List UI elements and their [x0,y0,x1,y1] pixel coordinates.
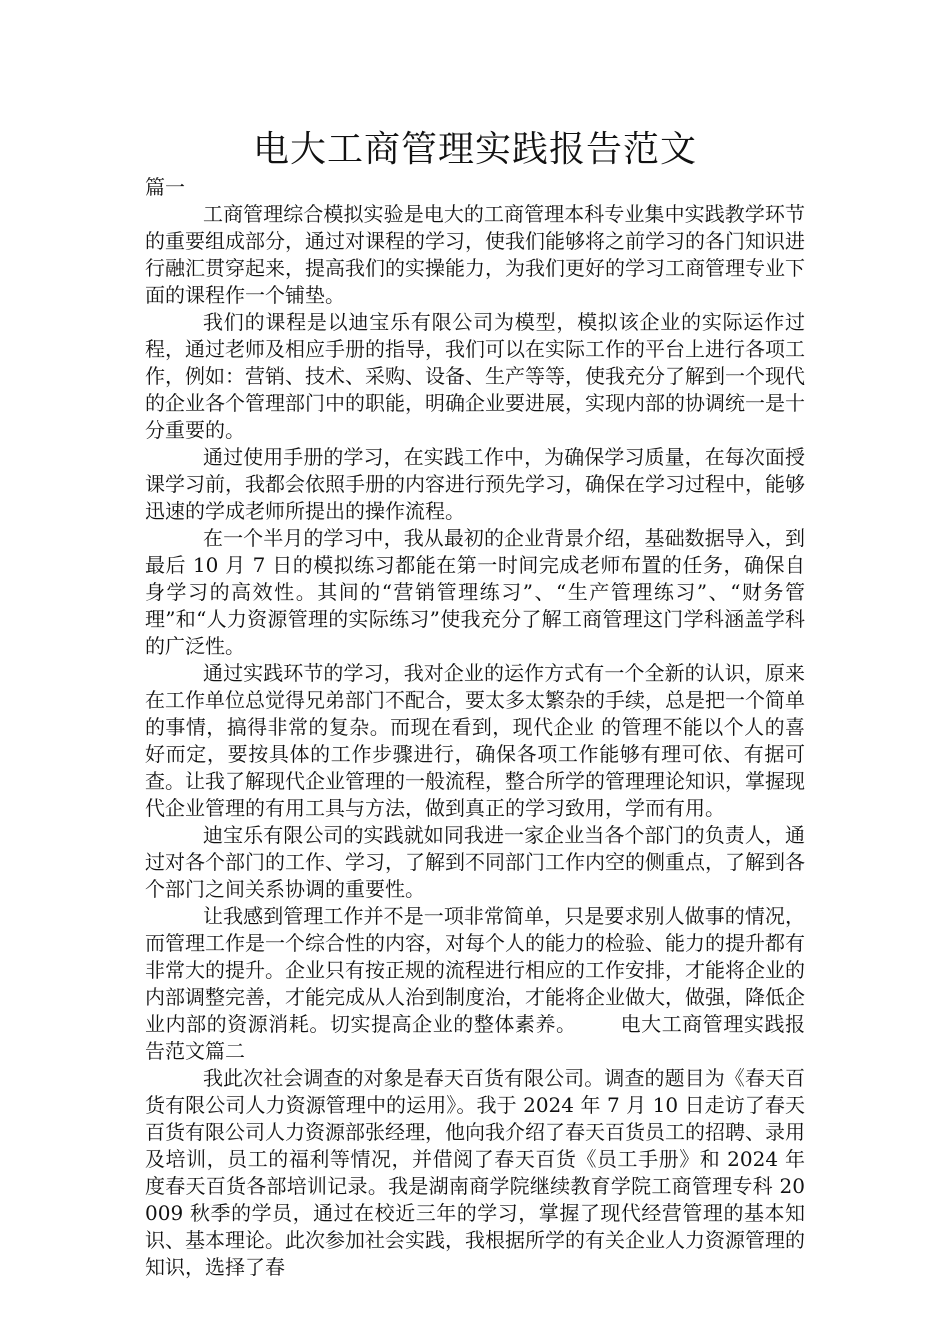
paragraph-1: 工商管理综合模拟实验是电大的工商管理本科专业集中实践教学环节的重要组成部分，通过对课程的学习，使我们能够将之前学习的各门知识进行融汇贯穿起来，提高我们的实操能力，为我们更好的学习工商管理专业下面的课程作一个铺垫。 [145,202,805,307]
paragraph-3: 通过使用手册的学习，在实践工作中，为确保学习质量，在每次面授课学习前，我都会依照手册的内容进行预先学习，确保在学习过程中，能够迅速的学成老师所提出的操作流程。 [145,445,805,523]
paragraph-4: 在一个半月的学习中，我从最初的企业背景介绍，基础数据导入，到最后 10 月 7 日的模拟练习都能在第一时间完成老师布置的任务，确保自身学习的高效性。其间的“营销管理练习”、“生产管理练习”、“财务管理”和“人力资源管理的实际练习”使我充分了解工商管理这门学科涵盖学科的广泛性。 [145,526,805,658]
paragraph-7 [145,903,805,1065]
section-one-label: 篇一 [145,175,185,199]
paragraph-2: 我们的课程是以迪宝乐有限公司为模型，模拟该企业的实际运作过程，通过老师及相应手册的指导，我们可以在实际工作的平台上进行各项工作，例如：营销、技术、采购、设备、生产等等，使我充分了解到一个现代的企业各个管理部门中的职能，明确企业要进展，实现内部的协调统一是十分重要的。 [145,310,805,442]
paragraph-7-text: 让我感到管理工作并不是一项非常简单，只是要求别人做事的情况，而管理工作是一个综合性的内容，对每个人的能力的检验、能力的提升都有非常大的提升。企业只有按正规的流程进行相应的工作安排，才能将企业的内部调整完善，才能完成从人治到制度治，才能将企业做大，做强，降低企业内部的资源消耗。切实提高企业的整体素养。 [145,904,805,1036]
paragraph-5: 通过实践环节的学习，我对企业的运作方式有一个全新的认识，原来在工作单位总觉得兄弟部门不配合，要太多太繁杂的手续，总是把一个简单的事情，搞得非常的复杂。而现在看到，现代企业 的管理不能以个人的喜好而定，要按具体的工作步骤进行，确保各项工作能够有理可依、有据可查。让我了解现代企业管理的一般流程，整合所学的管理理论知识，掌握现代企业管理的有用工具与方法，做到真正的学习致用，学而有用。 [145,661,805,820]
document-page [145,128,805,1281]
section-two-paragraph-1: 我此次社会调查的对象是春天百货有限公司。调查的题目为《春天百货有限公司人力资源管理中的运用》。我于 2024 年 7 月 10 日走访了春天百货有限公司人力资源部张经理，他向我介绍了春天百货员工的招聘、录用及培训，员工的福利等情况，并借阅了春天百货《员工手册》和 2024 年度春天百货各部培训记录。我是湖南商学院继续教育学院工商管理专科 20009 秋季的学员，通过在校近三年的学习，掌握了现代经营管理的基本知识、基本理论。此次参加社会实践，我根据所学的有关企业人力资源管理的知识，选择了春 [145,1066,805,1279]
section-two-heading: 电大工商管理实践报告范文篇二 [145,1012,806,1063]
paragraph-6: 迪宝乐有限公司的实践就如同我进一家企业当各个部门的负责人，通过对各个部门的工作、学习，了解到不同部门工作内空的侧重点，了解到各个部门之间关系协调的重要性。 [145,823,805,901]
document-title: 电大工商管理实践报告范文 [252,129,697,170]
